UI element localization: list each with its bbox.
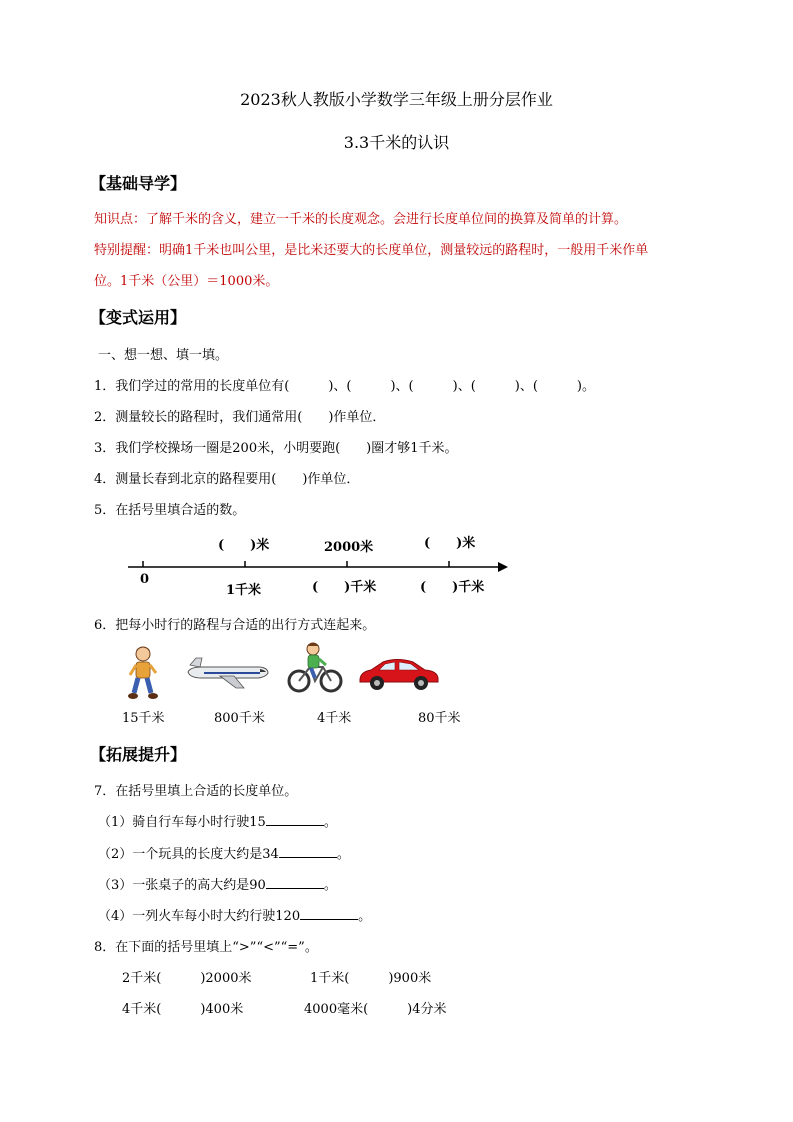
q8-row1-left: 2千米( )2000米 — [122, 971, 252, 986]
question-3: 3．我们学校操场一圈是200米，小明要跑( )圈才够1千米。 — [94, 441, 458, 456]
q7-item-2: （2）一个玩具的长度大约是34 。 — [98, 847, 350, 862]
q7-item-text: （4）一列火车每小时大约行驶120 — [98, 909, 301, 924]
numberline-label-one-km: 1千米 — [226, 583, 262, 598]
q7-item-text: （3）一张桌子的高大约是90 — [98, 878, 266, 893]
q7-item-3: （3）一张桌子的高大约是90 。 — [98, 878, 337, 893]
numberline-label-bottom-mid: ( )千米 — [312, 580, 377, 595]
number-line-arrow — [498, 562, 508, 572]
tip-line-1: 特别提醒：明确1千米也叫公里，是比米还要大的长度单位，测量较远的路程时，一般用千米作单 — [94, 243, 649, 258]
q7-item-4: （4）一列火车每小时大约行驶120 。 — [98, 909, 372, 924]
answer-blank[interactable] — [266, 813, 324, 826]
tip-line-2: 位。1千米（公里）＝1000米。 — [94, 274, 279, 289]
car-icon — [357, 658, 441, 692]
distance-label: 15千米 — [122, 711, 165, 726]
question-8: 8．在下面的括号里填上“>”“<”“=”。 — [94, 940, 318, 955]
numberline-label-top-mid: 2000米 — [324, 540, 374, 555]
question-4: 4．测量长春到北京的路程要用( )作单位． — [94, 472, 360, 487]
answer-blank[interactable] — [300, 907, 358, 920]
knowledge-point: 知识点：了解千米的含义，建立一千米的长度观念。会进行长度单位间的换算及简单的计算。 — [94, 212, 628, 227]
section-heading-practice: 【变式运用】 — [90, 308, 187, 327]
walking-boy-icon — [126, 645, 160, 701]
section-heading-basics: 【基础导学】 — [90, 174, 187, 193]
distance-label: 4千米 — [317, 711, 352, 726]
q8-row2-left: 4千米( )400米 — [122, 1002, 244, 1017]
numberline-label-top-left: ( )米 — [218, 538, 270, 553]
question-2: 2．测量较长的路程时，我们通常用( )作单位． — [94, 410, 386, 425]
question-5: 5．在括号里填合适的数。 — [94, 503, 246, 518]
q8-row1-right: 1千米( )900米 — [310, 971, 432, 986]
distance-label: 80千米 — [418, 711, 461, 726]
distance-label: 800千米 — [214, 711, 265, 726]
question-6: 6．把每小时行的路程与合适的出行方式连起来。 — [94, 618, 376, 633]
q7-item-text: （2）一个玩具的长度大约是34 — [98, 847, 279, 862]
numberline-label-zero: 0 — [140, 572, 150, 587]
airplane-icon — [184, 656, 270, 690]
q8-row2-right: 4000毫米( )4分米 — [304, 1002, 447, 1017]
answer-blank[interactable] — [266, 876, 324, 889]
numberline-label-top-right: ( )米 — [424, 536, 476, 551]
page-subtitle: 3.3千米的认识 — [343, 133, 450, 152]
numberline-label-bottom-right: ( )千米 — [420, 580, 485, 595]
question-7: 7．在括号里填上合适的长度单位。 — [94, 784, 298, 799]
q7-item-text: （1）骑自行车每小时行驶15 — [98, 815, 266, 830]
page-title: 2023秋人教版小学数学三年级上册分层作业 — [240, 90, 553, 109]
question-1: 1．我们学过的常用的长度单位有( )、( )、( )、( )、( )。 — [94, 379, 595, 394]
section-heading-extension: 【拓展提升】 — [90, 745, 187, 764]
bicycle-rider-icon — [286, 640, 344, 694]
part-title: 一、想一想、填一填。 — [98, 348, 229, 363]
q7-item-1: （1）骑自行车每小时行驶15 。 — [98, 815, 337, 830]
answer-blank[interactable] — [279, 845, 337, 858]
